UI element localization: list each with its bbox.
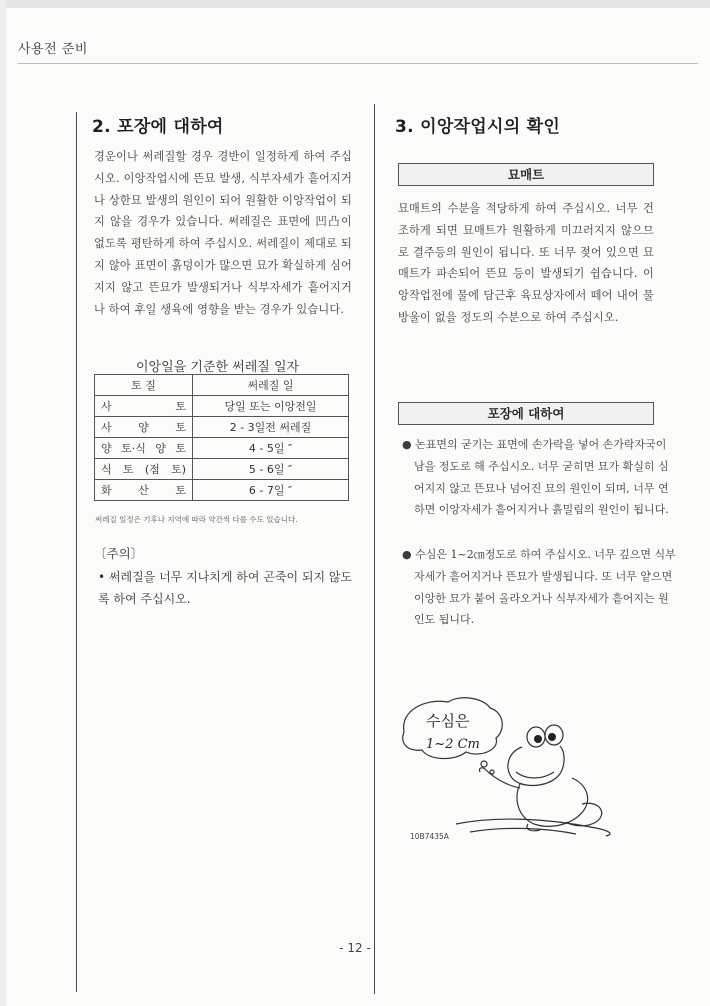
table-row <box>95 480 349 501</box>
frog-pupil-right <box>548 733 556 741</box>
field-heading-box: 포장에 대하여 <box>398 402 654 425</box>
table-footnote: 써레질 일정은 기후나 지역에 따라 약간씩 다를 수도 있습니다. <box>95 515 298 524</box>
bubble-tail-dot <box>481 761 487 767</box>
table-cell-soil: 사 토 <box>95 396 193 417</box>
table-cell-day: 5 - 6일 ″ <box>193 459 349 480</box>
mat-paragraph: 묘매트의 수분을 적당하게 하여 주십시오. 너무 건조하게 되면 묘매트가 원활하게 미끄러지지 않으므로 결주등의 원인이 됩니다. 또 너무 젖어 있으면 묘매트가 파손되어 뜬묘 등이 발생되기 쉽습니다. 이앙작업전에 물에 담근후 육묘상자에서 떼어 내어 물방울이 없을 정도의 수분으로 하여 주십시오. <box>398 202 654 324</box>
table-cell-soil: 식 토 (점 토) <box>95 459 193 480</box>
bullet-icon: ● <box>402 438 416 451</box>
frog-head <box>508 746 564 786</box>
harrowing-table-title: 이앙일을 기준한 써레질 일자 <box>136 360 300 375</box>
left-column-rule <box>76 112 77 992</box>
frog-leg <box>566 803 602 825</box>
page-header: 사용전 준비 <box>18 42 88 57</box>
caution-title: 〔주의〕 <box>94 546 144 561</box>
center-column-rule <box>374 104 375 994</box>
header-divider <box>18 63 698 64</box>
page-top-edge <box>0 0 710 8</box>
table-cell-soil: 양 토·식 양 토 <box>95 438 193 459</box>
bubble-line-1: 수심은 <box>426 712 470 730</box>
field-bullet-water-depth <box>398 544 676 631</box>
bubble-line-2: 1~2 Cm <box>426 737 480 752</box>
frog-arm <box>479 768 520 788</box>
table-row <box>95 396 349 417</box>
field-bullet-firmness <box>398 434 676 521</box>
table-row <box>95 459 349 480</box>
figure-code: 10B7435A <box>410 832 449 841</box>
water-ripple <box>456 819 610 836</box>
bullet-icon: ● <box>402 548 416 561</box>
table-header-row <box>95 375 349 396</box>
table-header-day: 써레질 일 <box>193 375 349 396</box>
table-header-soil: 토 질 <box>95 375 193 396</box>
mat-heading-box: 묘매트 <box>398 163 654 186</box>
water-ripple <box>470 828 576 834</box>
frog-mouth <box>516 772 554 778</box>
field-bullet-text: 수심은 1~2㎝정도로 하여 주십시오. 너무 깊으면 식부자세가 흩어지거나 뜬묘가 발생됩니다. 또 너무 얕으면 이앙한 묘가 붙어 올라오거나 식부자세가 흩어지는 원인도 됩니다. <box>414 548 676 627</box>
section-title-packaging: 2. 포장에 대하여 <box>92 117 224 137</box>
table-cell-day: 당일 또는 이앙전일 <box>193 396 349 417</box>
harrowing-table <box>94 374 349 501</box>
frog-pupil-left <box>534 735 542 743</box>
table-cell-soil: 사 양 토 <box>95 417 193 438</box>
table-row <box>95 438 349 459</box>
table-row <box>95 417 349 438</box>
page-number: - 12 - <box>339 941 371 955</box>
table-cell-soil: 화 산 토 <box>95 480 193 501</box>
packaging-paragraph: 경운이나 써레질할 경우 경반이 일정하게 하여 주십시오. 이앙작업시에 뜬묘 발생, 식부자세가 흩어지거나 상한묘 발생의 원인이 되어 원활한 이앙작업이 되지 않을 경우가 있습니다. 써레질은 표면에 凹凸이 없도록 평탄하게 하여 주십시오. 써레질이 제대로 되지 않아 표면이 흙덩이가 많으면 묘가 확실하게 심어지지 않고 뜬묘가 발생되거나 식부자세가 흩어지거나 하여 후일 생육에 영향을 받는 경우가 있습니다. <box>94 150 352 316</box>
table-cell-day: 4 - 5일 ″ <box>193 438 349 459</box>
frog-illustration <box>396 692 626 838</box>
table-cell-day: 2 - 3일전 써레질 <box>193 417 349 438</box>
section-title-transplanting-check: 3. 이앙작업시의 확인 <box>395 117 561 137</box>
table-cell-day: 6 - 7일 ″ <box>193 480 349 501</box>
field-bullet-text: 논표면의 굳기는 표면에 손가락을 넣어 손가락자국이 남을 정도로 해 주십시오. 너무 굳히면 묘가 확실히 심어지지 않고 뜬묘나 넘어진 묘의 원인이 되며, 너무 연하면 이앙자세가 흩어지거나 흙밀림의 원인이 됩니다. <box>414 438 669 517</box>
page-left-edge <box>0 0 6 1006</box>
caution-text: • 써레질을 너무 지나치게 하여 곤죽이 되지 않도록 하여 주십시오. <box>98 570 353 606</box>
